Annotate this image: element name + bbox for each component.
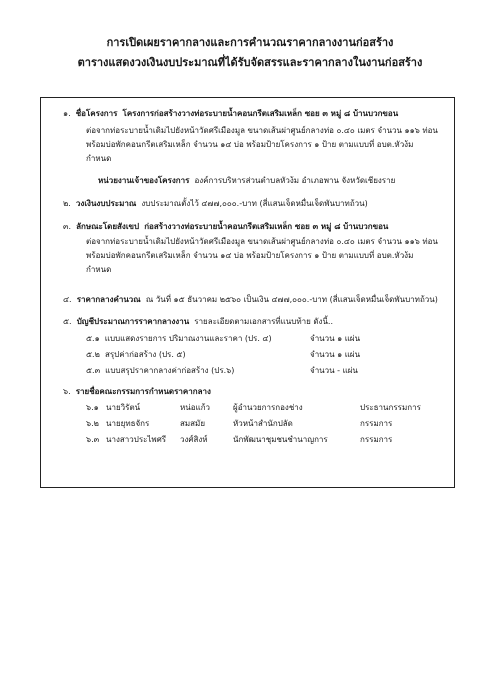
- item2-label: วงเงินงบประมาณ: [75, 199, 137, 208]
- item5-row: ๕.๓ แบบสรุปราคากลางค่าก่อสร้าง (ปร.๖): [86, 366, 235, 375]
- item4-median-price: ๔. ราคากลางคำนวณ ณ วันที่ ๑๕ ธันวาคม ๒๕๖๐ เป็นเงิน ๔๗๗,๐๐๐.-บาท (สี่แสนเจ็ดหมื่นเจ็ดพันบาทถ้วน): [63, 295, 438, 304]
- item1-desc-line3: กำหนด: [86, 154, 112, 163]
- item1-agency: [98, 176, 395, 186]
- item3-project-name: ก่อสร้างวางท่อระบายน้ำคอนกรีตเสริมเหล็ก ซอย ๓ หมู่ ๘ บ้านบวกขอน: [144, 222, 389, 231]
- item5-row: ๕.๑ แบบแสดงรายการ ปริมาณงานและราคา (ปร. ๔): [86, 334, 272, 343]
- committee-member-first-name: นายวิรัตน์: [106, 403, 141, 412]
- item1-heading: ๑. ชื่อโครงการ โครงการก่อสร้างวางท่อระบายน้ำคอนกรีตเสริมเหล็ก ซอย ๓ หมู่ ๘ บ้านบวกขอน: [63, 109, 399, 118]
- item3-label: ลักษณะโดยสังเขป: [76, 222, 140, 231]
- committee-member-first-name: นายยุทธจักร: [106, 419, 150, 428]
- item6-label: รายชื่อคณะกรรมการกำหนดราคากลาง: [75, 387, 211, 396]
- committee-member-position: นักพัฒนาชุมชนชำนาญการ: [233, 435, 328, 444]
- item1-desc-line2: พร้อมบ่อพักคอนกรีตเสริมเหล็ก จำนวน ๑๔ บ่อ พร้อมป้ายโครงการ ๑ ป้าย ตามแบบที่ อบต.หัวง้ม: [86, 140, 414, 149]
- item4-label: ราคากลางคำนวณ: [76, 295, 141, 304]
- committee-member-no: ๖.๓: [86, 435, 100, 444]
- item3-desc-line2: พร้อมบ่อพักคอนกรีตเสริมเหล็ก จำนวน ๑๔ บ่อ พร้อมป้ายโครงการ ๑ ป้าย ตามแบบที่ อบต.หัวง้ม: [86, 251, 414, 260]
- item1-desc-line1: ต่อจากท่อระบายน้ำเดิมไปยังหน้าวัดศรีเมืองมูล ขนาดเส้นผ่าศูนย์กลางท่อ ๐.๔๐ เมตร จำนวน ๑๑๖ ท่อน: [86, 126, 438, 135]
- item3-desc-line1: ต่อจากท่อระบายน้ำเดิมไปยังหน้าวัดศรีเมืองมูล ขนาดเส้นผ่าศูนย์กลางท่อ ๐.๔๐ เมตร จำนวน ๑๑๖ ท่อน: [86, 237, 438, 246]
- item1-project-name: โครงการก่อสร้างวางท่อระบายน้ำคอนกรีตเสริมเหล็ก ซอย ๓ หมู่ ๘ บ้านบวกขอน: [122, 109, 399, 118]
- committee-member-no: ๖.๒: [86, 419, 99, 428]
- item4-text: ณ วันที่ ๑๕ ธันวาคม ๒๕๖๐ เป็นเงิน ๔๗๗,๐๐๐.-บาท (สี่แสนเจ็ดหมื่นเจ็ดพันบาทถ้วน): [145, 295, 438, 304]
- item5-row-count: จำนวน ๑ แผ่น: [310, 334, 361, 343]
- agency-value: องค์การบริหารส่วนตำบลหัวง้ม อำเภอพาน จังหวัดเชียงราย: [194, 176, 396, 185]
- item5-heading: ๕. บัญชีประมาณการราคากลางงาน รายละเอียดตามเอกสารที่แนบท้าย ดังนี้..: [63, 317, 334, 326]
- item3-heading: ๓. ลักษณะโดยสังเขป ก่อสร้างวางท่อระบายน้ำคอนกรีตเสริมเหล็ก ซอย ๓ หมู่ ๘ บ้านบวกขอน: [63, 222, 389, 231]
- committee-member-position: หัวหน้าสำนักปลัด: [233, 419, 293, 428]
- item6-heading: ๖. รายชื่อคณะกรรมการกำหนดราคากลาง: [63, 387, 211, 396]
- item5-row-count: จำนวน ๑ แผ่น: [310, 350, 361, 359]
- item1-label: ชื่อโครงการ: [75, 109, 118, 118]
- agency-label: หน่วยงานเจ้าของโครงการ: [98, 176, 190, 185]
- item5-label: บัญชีประมาณการราคากลางงาน: [76, 317, 190, 326]
- document-subtitle: ตารางแสดงวงเงินงบประมาณที่ได้รับจัดสรรและราคากลางในงานก่อสร้าง: [77, 56, 423, 69]
- item2-budget: ๒. วงเงินงบประมาณ งบประมาณตั้งไว้ ๔๗๗,๐๐๐.-บาท (สี่แสนเจ็ดหมื่นเจ็ดพันบาทถ้วน): [63, 199, 368, 208]
- item2-text: งบประมาณตั้งไว้ ๔๗๗,๐๐๐.-บาท (สี่แสนเจ็ดหมื่นเจ็ดพันบาทถ้วน): [141, 199, 368, 208]
- committee-member-last-name: หน่อแก้ว: [180, 403, 211, 412]
- committee-member-last-name: สมสมัย: [180, 419, 205, 428]
- committee-member-role: กรรมการ: [360, 419, 393, 428]
- committee-member-no: ๖.๑: [86, 403, 99, 412]
- item3-desc-line3: กำหนด: [86, 265, 112, 274]
- item5-row-count: จำนวน - แผ่น: [310, 366, 358, 375]
- committee-member-role: ประธานกรรมการ: [360, 403, 421, 412]
- item5-text: รายละเอียดตามเอกสารที่แนบท้าย ดังนี้..: [194, 317, 334, 326]
- document-title: การเปิดเผยราคากลางและการคำนวณราคากลางงานก่อสร้าง: [106, 36, 394, 49]
- committee-member-last-name: วงศ์สิงห์: [180, 435, 208, 444]
- committee-member-role: กรรมการ: [360, 435, 393, 444]
- committee-member-position: ผู้อำนวยการกองช่าง: [233, 403, 303, 412]
- committee-member-first-name: นางสาวประไพศรี: [106, 435, 167, 444]
- item5-row: ๕.๒ สรุปค่าก่อสร้าง (ปร. ๕): [86, 350, 186, 359]
